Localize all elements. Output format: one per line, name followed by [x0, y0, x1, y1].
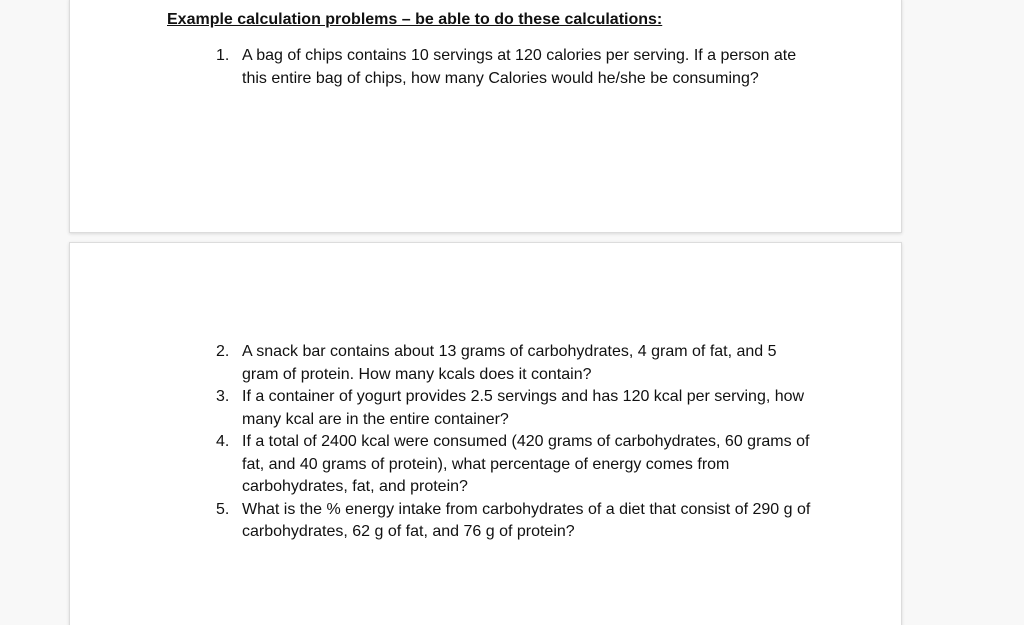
question-number: 2. — [216, 343, 230, 360]
question-text: A snack bar contains about 13 grams of carbohydrates, 4 gram of fat, and 5 gram of protein. How many kcals does it contain? — [242, 343, 777, 383]
question-list — [216, 45, 816, 90]
question-number: 1. — [216, 47, 230, 64]
question-item-2 — [216, 341, 816, 386]
question-number: 5. — [216, 500, 230, 518]
question-list — [216, 341, 816, 544]
question-text: A bag of chips contains 10 servings at 120 calories per serving. If a person ate this entire bag of chips, how many Calories would he/she be consuming? — [242, 47, 797, 87]
question-item-4 — [216, 431, 816, 499]
document-page-1 — [69, 0, 902, 233]
section-heading: Example calculation problems – be able to do these calculations: — [167, 11, 663, 28]
question-text: If a total of 2400 kcal were consumed (420 grams of carbohydrates, 60 grams of fat, and 40 grams of protein), what percentage of energy comes from carbohydrates, fat, and protein? — [242, 433, 810, 495]
question-number: 4. — [216, 433, 230, 450]
question-text: If a container of yogurt provides 2.5 servings and has 120 kcal per serving, how many kcal are in the entire container? — [242, 388, 805, 428]
question-item-5 — [216, 499, 816, 544]
question-text: What is the % energy intake from carbohydrates of a diet that consist of 290 g of carbohydrates, 62 g of fat, and 76 g of protein? — [242, 500, 811, 540]
question-item-3 — [216, 386, 816, 431]
question-number: 3. — [216, 388, 230, 405]
question-item-1 — [216, 45, 816, 90]
document-page-2 — [69, 242, 902, 625]
